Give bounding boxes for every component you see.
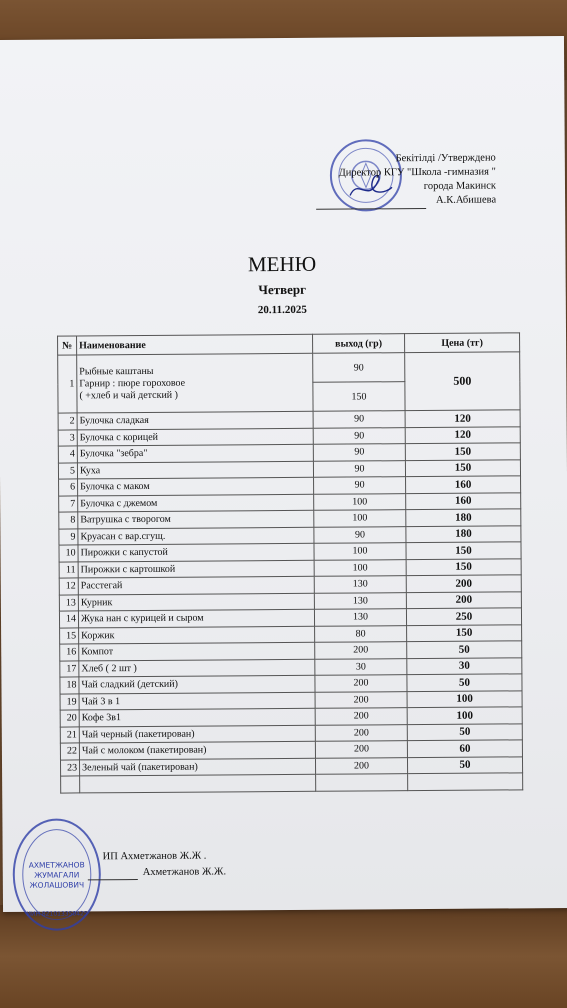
- empty-cell: [61, 776, 80, 793]
- row-name: Круасан с вар.сгущ.: [78, 527, 314, 545]
- row-out: 90: [314, 526, 406, 543]
- row-price: 100: [407, 707, 522, 724]
- row-price: 50: [407, 756, 522, 773]
- row-num: 2: [58, 413, 77, 430]
- row-num: 8: [59, 512, 78, 529]
- row-num: 1: [58, 355, 77, 413]
- row-name: Хлеб ( 2 шт ): [79, 659, 315, 677]
- row-out: 80: [315, 625, 407, 642]
- row-out: 200: [315, 708, 407, 725]
- row-out: 100: [314, 510, 406, 527]
- page-title: МЕНЮ: [247, 251, 317, 277]
- row-out: 90: [313, 411, 405, 428]
- row-name: Кофе 3в1: [79, 708, 315, 726]
- row-num: 23: [60, 759, 79, 776]
- approval-block: [316, 152, 496, 209]
- row-out: 130: [314, 609, 406, 626]
- row-out: 90: [313, 444, 405, 461]
- stamp-line-1: АХМЕТЖАНОВ: [28, 860, 85, 870]
- approval-line-3: города Макинск: [423, 180, 497, 193]
- row-out: 90: [313, 460, 405, 477]
- row-out: 200: [315, 642, 407, 659]
- row-num: 12: [59, 578, 78, 595]
- row-out: 200: [315, 691, 407, 708]
- menu-sheet: [0, 36, 567, 918]
- col-header-out: выход (гр): [313, 334, 405, 354]
- row-name: Курник: [78, 593, 314, 611]
- row-price: 150: [406, 542, 521, 559]
- row-name: [77, 353, 313, 413]
- row-price: 150: [405, 443, 520, 460]
- col-header-price: Цена (тг): [405, 333, 520, 353]
- row-out: 200: [315, 675, 407, 692]
- row-num: 16: [60, 644, 79, 661]
- row-price: 160: [406, 492, 521, 509]
- row-num: 9: [59, 528, 78, 545]
- row-price: 500: [405, 352, 520, 411]
- row-num: 22: [60, 743, 79, 760]
- row-out: 200: [315, 757, 407, 774]
- row-name: Булочка с корицей: [77, 428, 313, 446]
- row-name: Чай с молоком (пакетирован): [79, 741, 315, 759]
- row-num: 18: [60, 677, 79, 694]
- row-num: 21: [60, 726, 79, 743]
- row-name: Компот: [79, 642, 315, 660]
- row-price: 200: [406, 591, 521, 608]
- empty-cell: [316, 774, 408, 791]
- row-name: Булочка "зебра": [77, 444, 313, 462]
- row-name: Булочка с маком: [78, 477, 314, 495]
- row-out: 90: [313, 353, 405, 383]
- row-name: Расстегай: [78, 576, 314, 594]
- row-price: 250: [406, 608, 521, 625]
- row-num: 5: [58, 462, 77, 479]
- table-row: [58, 352, 520, 384]
- row-name: Булочка сладкая: [77, 411, 313, 429]
- row-out: 100: [314, 559, 406, 576]
- row-out: 200: [315, 741, 407, 758]
- row-name-line-1: Рыбные каштаны: [79, 365, 154, 377]
- footer-entrepreneur: ИП Ахметжанов Ж.Ж .: [102, 850, 207, 863]
- row-num: 20: [60, 710, 79, 727]
- table-row-empty: [61, 773, 523, 793]
- row-name: Жука нан с курицей и сыром: [78, 609, 314, 627]
- row-price: 100: [407, 690, 522, 707]
- row-num: 10: [59, 545, 78, 562]
- row-out: 130: [314, 592, 406, 609]
- row-price: 50: [407, 674, 522, 691]
- approval-line-4: А.К.Абишева: [435, 194, 497, 206]
- row-price: 180: [406, 525, 521, 542]
- row-price: 160: [406, 476, 521, 493]
- stamp-line-3: ЖОЛАШОВИЧ: [29, 880, 85, 890]
- row-name: Чай 3 в 1: [79, 692, 315, 710]
- approval-line-2: Директор КГУ "Школа -гимназия ": [338, 166, 496, 179]
- row-price: 120: [405, 426, 520, 443]
- row-price: 150: [406, 558, 521, 575]
- row-price: 60: [407, 740, 522, 757]
- row-name: Зеленый чай (пакетирован): [79, 758, 315, 776]
- row-price: 180: [406, 509, 521, 526]
- footer-signature-line: [88, 879, 138, 880]
- company-stamp: [10, 815, 103, 934]
- row-name: Булочка с джемом: [78, 494, 314, 512]
- row-name: Чай сладкий (детский): [79, 675, 315, 693]
- row-out: 30: [315, 658, 407, 675]
- row-num: 14: [59, 611, 78, 628]
- row-out: 90: [314, 477, 406, 494]
- row-out: 200: [315, 724, 407, 741]
- row-out: 90: [313, 427, 405, 444]
- row-name: Пирожки с капустой: [78, 543, 314, 561]
- row-num: 17: [60, 660, 79, 677]
- stamp-line-2: ЖУМАГАЛИ: [34, 870, 80, 880]
- row-num: 19: [60, 693, 79, 710]
- day-label: Четверг: [258, 281, 307, 298]
- row-name: Чай черный (пакетирован): [79, 725, 315, 743]
- row-name: Ватрушка с творогом: [78, 510, 314, 528]
- row-name: Пирожки с картошкой: [78, 560, 314, 578]
- row-price: 150: [405, 459, 520, 476]
- row-name-line-2: Гарнир : пюре гороховое: [79, 377, 186, 389]
- col-header-name: Наименование: [77, 334, 313, 355]
- row-num: 6: [59, 479, 78, 496]
- date-label: 20.11.2025: [257, 303, 307, 317]
- row-num: 4: [58, 446, 77, 463]
- row-num: 7: [59, 495, 78, 512]
- row-price: 50: [407, 723, 522, 740]
- row-num: 11: [59, 561, 78, 578]
- row-out: 130: [314, 576, 406, 593]
- row-price: 30: [407, 657, 522, 674]
- row-out: 100: [314, 493, 406, 510]
- row-num: 15: [60, 627, 79, 644]
- stamp-line-4: ИИН 821013350425: [26, 910, 88, 918]
- row-name: Коржик: [79, 626, 315, 644]
- row-num: 13: [59, 594, 78, 611]
- footer-signature-name: Ахметжанов Ж.Ж.: [142, 866, 227, 878]
- row-price: 120: [405, 410, 520, 427]
- row-out: 100: [314, 543, 406, 560]
- row-num: 3: [58, 429, 77, 446]
- row-name-line-3: ( +хлеб и чай детский ): [79, 389, 178, 401]
- row-price: 50: [407, 641, 522, 658]
- approval-line-1: Бекітілді /Утверждено: [395, 152, 496, 165]
- row-name: Куха: [77, 461, 313, 479]
- col-header-num: №: [58, 336, 77, 355]
- menu-table: [57, 332, 523, 793]
- row-out-2: 150: [313, 382, 405, 412]
- row-price: 150: [407, 624, 522, 641]
- empty-cell: [408, 773, 523, 790]
- empty-cell: [80, 774, 316, 792]
- row-price: 200: [406, 575, 521, 592]
